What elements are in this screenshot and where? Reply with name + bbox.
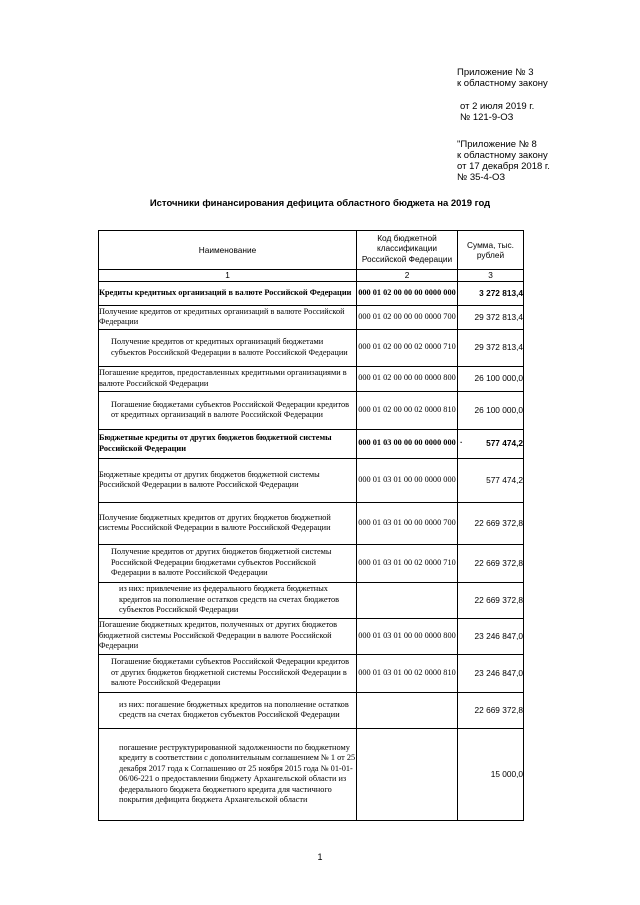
row-amount: 15 000,0 xyxy=(458,728,524,820)
row-amount: 29 372 813,4 xyxy=(458,305,524,329)
prior-line: № 35-4-ОЗ xyxy=(457,172,506,183)
row-amount: 22 669 372,8 xyxy=(458,692,524,728)
row-amount: 22 669 372,8 xyxy=(458,582,524,618)
header-amount: Сумма, тыс. рублей xyxy=(458,231,524,270)
row-name: Получение кредитов от других бюджетов бюджетной системы Российской Федерации бюджетами субъектов Российской Федерации в валюте Российской Федерации xyxy=(99,544,357,582)
header-name: Наименование xyxy=(99,231,357,270)
table-row xyxy=(99,502,524,544)
row-code: 000 01 03 01 00 00 0000 700 xyxy=(357,502,458,544)
row-code xyxy=(357,728,458,820)
row-name: погашение реструктурированной задолженности по бюджетному кредиту в соответствии с дополнительным соглашением № 1 от 25 декабря 2017 года к Соглашению от 25 ноября 2015 года № 01-01-06/06-221 о предоставлении бюджету Архангельской области из федерального бюджета бюджетного кредита для частичного покрытия дефицита бюджета Архангельской области xyxy=(99,728,357,820)
row-code: 000 01 03 01 00 00 0000 800 xyxy=(357,618,458,654)
table-row xyxy=(99,458,524,502)
row-code: 000 01 02 00 00 02 0000 710 xyxy=(357,329,458,366)
row-code: 000 01 03 00 00 00 0000 000 xyxy=(357,429,458,458)
table-row xyxy=(99,429,524,458)
row-name: Погашение бюджетами субъектов Российской Федерации кредитов от других бюджетов бюджетной системы Российской Федерации в валюте Российской Федерации xyxy=(99,654,357,692)
table-row xyxy=(99,281,524,305)
dot-mark: · xyxy=(460,438,463,448)
prior-law-reference xyxy=(457,139,550,183)
header-code xyxy=(357,231,458,270)
table-row xyxy=(99,728,524,820)
table-row xyxy=(99,582,524,618)
prior-line: от 17 декабря 2018 г. xyxy=(457,161,550,172)
table-row xyxy=(99,366,524,391)
col-number: 3 xyxy=(458,270,524,282)
row-name: Получение бюджетных кредитов от других бюджетов бюджетной системы Российской Федерации в валюте Российской Федерации xyxy=(99,502,357,544)
row-name: из них: привлечение из федерального бюджета бюджетных кредитов на пополнение остатков средств на счетах бюджетов субъектов Российской Федерации xyxy=(99,582,357,618)
row-amount: 26 100 000,0 xyxy=(458,366,524,391)
row-amount: 22 669 372,8 xyxy=(458,544,524,582)
table-row xyxy=(99,654,524,692)
prior-line: "Приложение № 8 xyxy=(457,139,537,150)
appendix-note xyxy=(457,67,548,89)
page-number: 1 xyxy=(317,852,323,862)
table-header-row xyxy=(99,231,524,270)
row-code: 000 01 02 00 00 02 0000 810 xyxy=(357,391,458,429)
table-row xyxy=(99,305,524,329)
appendix-line: к областному закону xyxy=(457,78,548,89)
row-name: Погашение бюджетами субъектов Российской Федерации кредитов от кредитных организаций в валюте Российской Федерации xyxy=(99,391,357,429)
row-code xyxy=(357,582,458,618)
document-title: Источники финансирования дефицита областного бюджета на 2019 год xyxy=(149,198,491,209)
row-amount: 577 474,2 xyxy=(458,458,524,502)
row-code: 000 01 02 00 00 00 0000 000 xyxy=(357,281,458,305)
row-amount: 23 246 847,0 xyxy=(458,654,524,692)
row-amount: 22 669 372,8 xyxy=(458,502,524,544)
row-amount: 3 272 813,4 xyxy=(458,281,524,305)
row-code: 000 01 02 00 00 00 0000 800 xyxy=(357,366,458,391)
row-name: Погашение бюджетных кредитов, полученных от других бюджетов бюджетной системы Российской Федерации в валюте Российской Федерации xyxy=(99,618,357,654)
row-amount xyxy=(458,429,524,458)
prior-line: к областному закону xyxy=(457,150,548,161)
row-code: 000 01 03 01 00 02 0000 810 xyxy=(357,654,458,692)
appendix-line: Приложение № 3 xyxy=(457,67,534,78)
col-number: 1 xyxy=(99,270,357,282)
row-name: Получение кредитов от кредитных организаций бюджетами субъектов Российской Федерации в валюте Российской Федерации xyxy=(99,329,357,366)
header-code-text: Код бюджетной классификации Российской Федерации xyxy=(361,232,453,264)
row-name: Бюджетные кредиты от других бюджетов бюджетной системы Российской Федерации xyxy=(99,429,357,458)
table-row xyxy=(99,544,524,582)
table-row xyxy=(99,618,524,654)
law-reference xyxy=(460,101,534,123)
row-code: 000 01 02 00 00 00 0000 700 xyxy=(357,305,458,329)
col-number: 2 xyxy=(357,270,458,282)
row-name: Кредиты кредитных организаций в валюте Российской Федерации xyxy=(99,281,357,305)
table-row xyxy=(99,692,524,728)
row-amount: 29 372 813,4 xyxy=(458,329,524,366)
financing-sources-table xyxy=(98,230,524,821)
row-amount: 23 246 847,0 xyxy=(458,618,524,654)
row-name: из них: погашение бюджетных кредитов на пополнение остатков средств на счетах бюджетов субъектов Российской Федерации xyxy=(99,692,357,728)
row-amount: 26 100 000,0 xyxy=(458,391,524,429)
table-row xyxy=(99,391,524,429)
row-amount-value: 577 474,2 xyxy=(486,438,523,449)
row-code: 000 01 03 01 00 00 0000 000 xyxy=(357,458,458,502)
column-number-row xyxy=(99,270,524,282)
table-row xyxy=(99,329,524,366)
row-code: 000 01 03 01 00 02 0000 710 xyxy=(357,544,458,582)
row-code xyxy=(357,692,458,728)
row-name: Получение кредитов от кредитных организаций в валюте Российской Федерации xyxy=(99,305,357,329)
law-date: от 2 июля 2019 г. xyxy=(460,101,535,112)
row-name: Бюджетные кредиты от других бюджетов бюджетной системы Российской Федерации в валюте Российской Федерации xyxy=(99,458,357,502)
law-number: № 121-9-ОЗ xyxy=(460,112,514,123)
row-name: Погашение кредитов, предоставленных кредитными организациями в валюте Российской Федерации xyxy=(99,366,357,391)
